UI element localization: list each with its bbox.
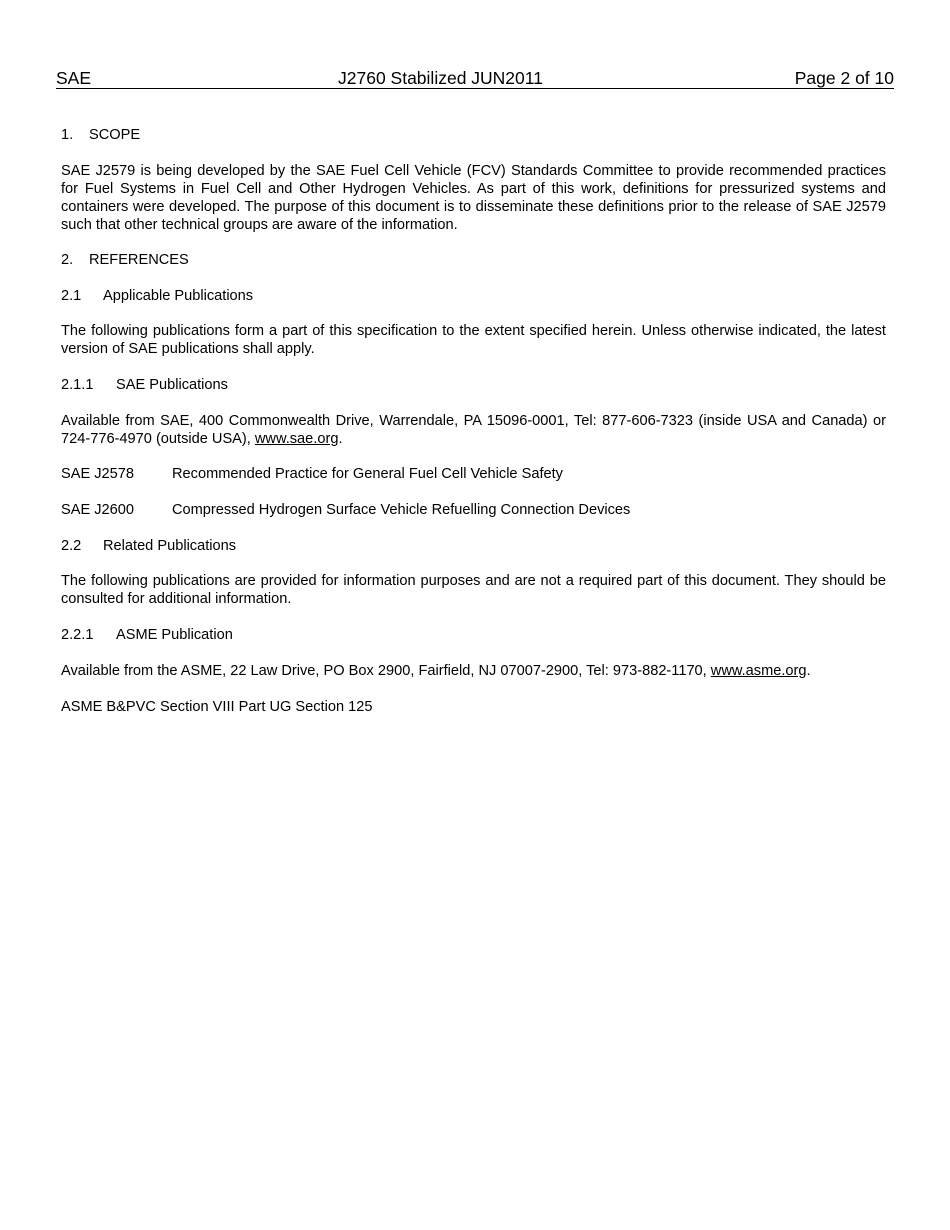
applicable-publications-paragraph: The following publications form a part of this specification to the extent specified herein. Unless otherwise indicated, the latest version of SAE publications shall apply. [61, 323, 886, 357]
section-heading-asme-publication [61, 626, 886, 644]
asme-availability-text: Available from the ASME, 22 Law Drive, PO Box 2900, Fairfield, NJ 07007-2900, Tel: 973-882-1170, [61, 663, 711, 679]
header-org: SAE [56, 68, 92, 88]
reference-item [61, 501, 886, 519]
section-number: 1. [61, 127, 74, 143]
section-title: ASME Publication [116, 627, 233, 643]
section-number: 2.2.1 [61, 627, 94, 643]
section-title: REFERENCES [89, 252, 189, 268]
sae-availability-paragraph [61, 412, 886, 448]
related-publications-paragraph: The following publications are provided for information purposes and are not a required part of this document. They should be consulted for additional information. [61, 573, 886, 607]
sentence-end: . [338, 431, 343, 447]
section-title: SAE Publications [116, 377, 228, 393]
reference-title: Recommended Practice for General Fuel Cell Vehicle Safety [172, 466, 563, 482]
scope-paragraph: SAE J2579 is being developed by the SAE Fuel Cell Vehicle (FCV) Standards Committee to provide recommended practices for Fuel Systems in Fuel Cell and Other Hydrogen Vehicles. As part of this work, definitions for pressurized systems and containers were developed. The purpose of this document is to disseminate these definitions prior to the release of SAE J2579 such that other technical groups are aware of the information. [61, 163, 886, 233]
sae-website-link[interactable]: www.sae.org [254, 431, 339, 447]
section-title: SCOPE [89, 127, 141, 143]
reference-code: SAE J2578 [61, 466, 135, 482]
section-title: Applicable Publications [103, 288, 254, 304]
reference-item [61, 465, 886, 483]
reference-title: Compressed Hydrogen Surface Vehicle Refuelling Connection Devices [172, 502, 631, 518]
sae-availability-text: Available from SAE, 400 Commonwealth Drive, Warrendale, PA 15096-0001, Tel: 877-606-7323 (inside USA and Canada) or 724-776-4970 (outside USA), [61, 413, 886, 447]
section-number: 2.1 [61, 288, 82, 304]
asme-availability-paragraph [61, 662, 886, 680]
section-heading-applicable-publications [61, 287, 886, 305]
reference-code: SAE J2600 [61, 502, 135, 518]
header-page-number: Page 2 of 10 [794, 68, 894, 88]
section-number: 2.1.1 [61, 377, 94, 393]
asme-website-link[interactable]: www.asme.org [710, 663, 807, 679]
section-number: 2.2 [61, 538, 82, 554]
section-heading-related-publications [61, 537, 886, 555]
header-doc-id: J2760 Stabilized JUN2011 [338, 68, 543, 88]
section-title: Related Publications [103, 538, 237, 554]
section-heading-scope [61, 126, 886, 144]
section-heading-references [61, 251, 886, 269]
page-header [56, 68, 894, 89]
section-number: 2. [61, 252, 74, 268]
asme-reference-item: ASME B&PVC Section VIII Part UG Section 125 [61, 699, 373, 715]
section-heading-sae-publications [61, 376, 886, 394]
sentence-end: . [806, 663, 811, 679]
